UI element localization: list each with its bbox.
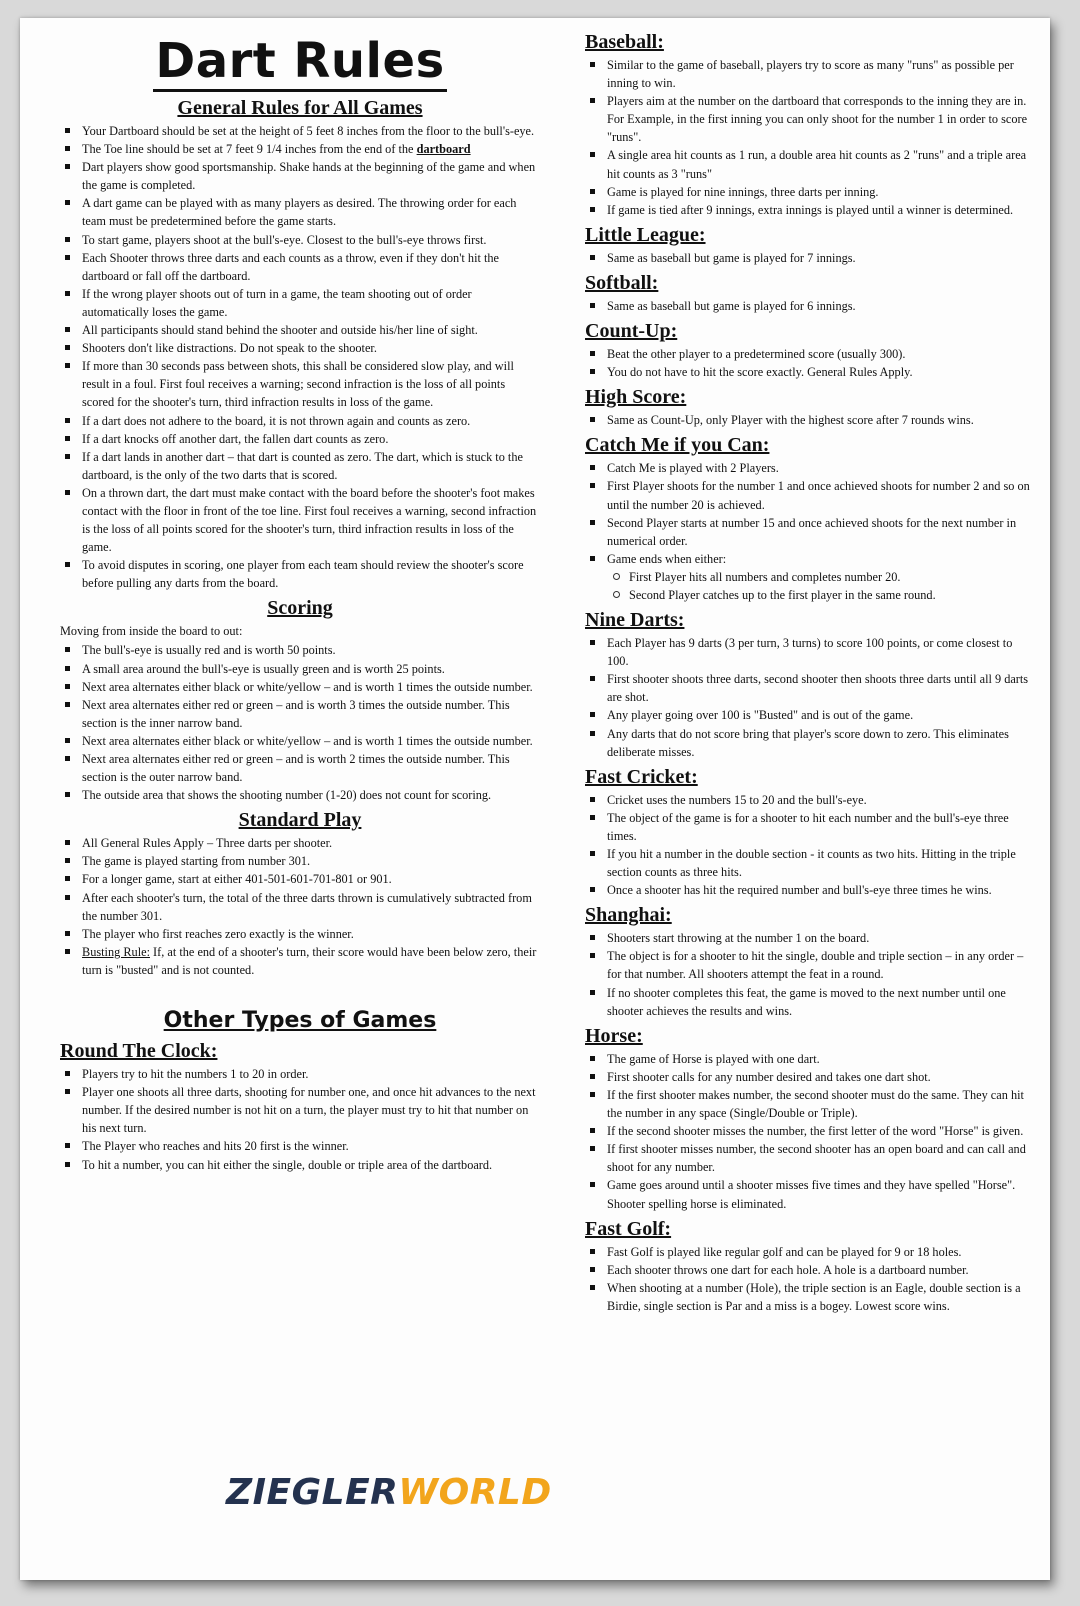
game-rule-item: Same as baseball but game is played for 7 innings. — [607, 249, 1035, 267]
game-section — [585, 223, 1035, 267]
busting-rule-text: If, at the end of a shooter's turn, their score would have been below zero, their turn is "busted" and is not counted. — [82, 944, 537, 977]
general-rule-item: To start game, players shoot at the bull's-eye. Closest to the bull's-eye throws first. — [82, 231, 540, 249]
game-heading: Count-Up: — [585, 320, 678, 343]
game-rule-item: The game of Horse is played with one dart. — [607, 1050, 1035, 1068]
game-rule-item: If game is tied after 9 innings, extra innings is played until a winner is determined. — [607, 201, 1035, 219]
game-rules-list — [585, 249, 1035, 267]
general-rule-item: Your Dartboard should be set at the height of 5 feet 8 inches from the floor to the bull's-eye. — [82, 122, 540, 140]
game-rule-item: Beat the other player to a predetermined score (usually 300). — [607, 345, 1035, 363]
general-rule-item: A dart game can be played with as many players as desired. The throwing order for each team must be predetermined before the game starts. — [82, 194, 540, 230]
game-rules-list — [585, 459, 1035, 604]
general-rule-item: If the wrong player shoots out of turn in a game, the team shooting out of order automatically loses the game. — [82, 285, 540, 321]
game-rule-item: Any darts that do not score bring that player's score down to zero. This eliminates deliberate misses. — [607, 725, 1035, 761]
game-heading: Baseball: — [585, 31, 664, 53]
game-section — [585, 271, 1035, 315]
game-rule-item: If the first shooter makes number, the second shooter must do the same. They can hit the number in any space (Single/Double or Triple). — [607, 1086, 1035, 1122]
game-rule-item: Once a shooter has hit the required number and bull's-eye three times he wins. — [607, 881, 1035, 899]
rules-sheet — [20, 18, 1050, 1580]
standard-play-list — [60, 834, 540, 979]
game-rule-item: Any player going over 100 is "Busted" and is out of the game. — [607, 706, 1035, 724]
round-the-clock-item: Players try to hit the numbers 1 to 20 in order. — [82, 1065, 540, 1083]
game-rule-item: Game goes around until a shooter misses five times and they have spelled "Horse". Shooter spelling horse is eliminated. — [607, 1176, 1035, 1212]
game-rule-item: Each shooter throws one dart for each hole. A hole is a dartboard number. — [607, 1261, 1035, 1279]
general-rule-text: The Toe line should be set at 7 feet 9 1/4 inches from the end of the — [82, 142, 414, 157]
zieglerworld-logo: ZIEGLERWORLD — [226, 1472, 552, 1513]
game-rules-list — [585, 1243, 1035, 1315]
game-rule-item: The object is for a shooter to hit the single, double and triple section – in any order – for that number. All shooters attempt the feat in a round. — [607, 947, 1035, 983]
scoring-item: Next area alternates either black or white/yellow – and is worth 1 times the outside number. — [82, 732, 540, 750]
game-rule-item: Fast Golf is played like regular golf and can be played for 9 or 18 holes. — [607, 1243, 1035, 1261]
scoring-heading: Scoring — [267, 597, 333, 620]
game-rule-item: If the second shooter misses the number, the first letter of the word "Horse" is given. — [607, 1122, 1035, 1140]
game-section — [585, 319, 1035, 381]
round-the-clock-heading: Round The Clock: — [60, 1040, 218, 1063]
game-rule-item: Shooters start throwing at the number 1 on the board. — [607, 929, 1035, 947]
game-rule-item: Game is played for nine innings, three darts per inning. — [607, 183, 1035, 201]
round-the-clock-item: Player one shoots all three darts, shooting for number one, and once hit advances to the next number. If the desired number is not hit on a turn, the player must try to hit that number on his next turn. — [82, 1083, 540, 1137]
round-the-clock-item: To hit a number, you can hit either the single, double or triple area of the dartboard. — [82, 1156, 540, 1174]
game-section — [585, 765, 1035, 900]
standard-play-heading: Standard Play — [238, 809, 362, 832]
game-rule-item: Cricket uses the numbers 15 to 20 and the bull's-eye. — [607, 791, 1035, 809]
scoring-item: The bull's-eye is usually red and is worth 50 points. — [82, 641, 540, 659]
scoring-intro: Moving from inside the board to out: — [60, 624, 243, 639]
game-section — [585, 433, 1035, 604]
game-section — [585, 30, 1035, 219]
game-rule-item: Game ends when either: — [607, 550, 1035, 568]
scoring-item: Next area alternates either red or green – and is worth 2 times the outside number. This section is the outer narrow band. — [82, 750, 540, 786]
game-heading: Fast Golf: — [585, 1217, 672, 1240]
game-rule-item: If you hit a number in the double section - it counts as two hits. Hitting in the triple section counts as three hits. — [607, 845, 1035, 881]
game-rules-list — [585, 411, 1035, 429]
round-the-clock-list — [60, 1065, 540, 1174]
game-sub-list — [607, 568, 1035, 604]
page-title: Dart Rules — [60, 32, 540, 90]
game-heading: Nine Darts: — [585, 609, 685, 632]
standard-play-item: After each shooter's turn, the total of the three darts thrown is cumulatively subtracted from the number 301. — [82, 889, 540, 925]
game-section — [585, 1024, 1035, 1213]
general-rule-item: All participants should stand behind the shooter and outside his/her line of sight. — [82, 321, 540, 339]
game-rule-item: Each Player has 9 darts (3 per turn, 3 turns) to score 100 points, or come closest to 100. — [607, 634, 1035, 670]
general-rule-item: Shooters don't like distractions. Do not speak to the shooter. — [82, 339, 540, 357]
game-rules-list — [585, 634, 1035, 761]
game-rule-item: If no shooter completes this feat, the game is moved to the next number until one shooter achieves the results and wins. — [607, 984, 1035, 1020]
busting-rule-item — [82, 943, 540, 979]
general-rule-item: If a dart lands in another dart – that dart is counted as zero. The dart, which is stuck to the dartboard, is the only of the two darts that is scored. — [82, 448, 540, 484]
game-rule-item: Same as Count-Up, only Player with the highest score after 7 rounds wins. — [607, 411, 1035, 429]
left-column — [60, 26, 540, 1174]
general-rule-item: If a dart does not adhere to the board, it is not thrown again and counts as zero. — [82, 412, 540, 430]
general-rule-item: If more than 30 seconds pass between shots, this shall be considered slow play, and will result in a foul. First foul receives a warning; second infraction is the loss of all points scored for the shooter's turn, third infraction results in loss of the game. — [82, 357, 540, 411]
game-rule-item: A single area hit counts as 1 run, a double area hit counts as 2 "runs" and a triple area hit counts as 3 "runs" — [607, 146, 1035, 182]
game-rule-item: When shooting at a number (Hole), the triple section is an Eagle, double section is a Birdie, single section is Par and a miss is a bogey. Lowest score wins. — [607, 1279, 1035, 1315]
scoring-item: Next area alternates either black or white/yellow – and is worth 1 times the outside number. — [82, 678, 540, 696]
game-rule-item: If first shooter misses number, the second shooter has an open board and can call and shoot for any number. — [607, 1140, 1035, 1176]
game-heading: Shanghai: — [585, 904, 672, 927]
game-rule-item: Similar to the game of baseball, players try to score as many "runs" as possible per inning to win. — [607, 56, 1035, 92]
general-rule-item: Each Shooter throws three darts and each counts as a throw, even if they don't hit the dartboard or fall off the dartboard. — [82, 249, 540, 285]
dartboard-link-text: dartboard — [416, 142, 471, 157]
general-rule-item: On a thrown dart, the dart must make contact with the board before the shooter's foot makes contact with the floor in front of the toe line. First foul receives a warning, second infraction is the loss of all points scored for the shooter's turn, third infraction results in loss of the game. — [82, 484, 540, 556]
general-rule-item: If a dart knocks off another dart, the fallen dart counts as zero. — [82, 430, 540, 448]
general-rule-item: Dart players show good sportsmanship. Shake hands at the beginning of the game and when the game is completed. — [82, 158, 540, 194]
game-rules-list — [585, 56, 1035, 219]
standard-play-item: The player who first reaches zero exactly is the winner. — [82, 925, 540, 943]
game-sub-item: Second Player catches up to the first player in the same round. — [629, 586, 1035, 604]
game-section — [585, 1217, 1035, 1315]
general-rule-item: To avoid disputes in scoring, one player from each team should review the shooter's score before pulling any darts from the board. — [82, 556, 540, 592]
game-rule-item: The object of the game is for a shooter to hit each number and the bull's-eye three times. — [607, 809, 1035, 845]
game-sub-item: First Player hits all numbers and completes number 20. — [629, 568, 1035, 586]
game-heading: Horse: — [585, 1024, 643, 1047]
game-rules-list — [585, 929, 1035, 1019]
scoring-item: Next area alternates either red or green – and is worth 3 times the outside number. This section is the inner narrow band. — [82, 696, 540, 732]
general-rule-item — [82, 140, 540, 158]
game-rule-item: Second Player starts at number 15 and once achieved shoots for the next number in numerical order. — [607, 514, 1035, 550]
game-section — [585, 608, 1035, 761]
game-rule-item: First shooter shoots three darts, second shooter then shoots three darts until all 9 darts are shot. — [607, 670, 1035, 706]
game-rules-list — [585, 791, 1035, 900]
right-column — [585, 26, 1035, 1319]
round-the-clock-item: The Player who reaches and hits 20 first is the winner. — [82, 1137, 540, 1155]
busting-rule-label: Busting Rule: — [82, 944, 150, 959]
general-rules-list — [60, 122, 540, 592]
standard-play-item: The game is played starting from number 301. — [82, 852, 540, 870]
game-section — [585, 385, 1035, 429]
game-rules-list — [585, 297, 1035, 315]
scoring-item: A small area around the bull's-eye is usually green and is worth 25 points. — [82, 660, 540, 678]
game-heading: High Score: — [585, 386, 687, 409]
game-rule-item: Players aim at the number on the dartboard that corresponds to the inning they are in. For Example, in the first inning you can only shoot for the number 1 in order to score "runs". — [607, 92, 1035, 146]
game-rules-list — [585, 1050, 1035, 1213]
game-heading: Catch Me if you Can: — [585, 434, 770, 457]
standard-play-item: All General Rules Apply – Three darts per shooter. — [82, 834, 540, 852]
standard-play-item: For a longer game, start at either 401-501-601-701-801 or 901. — [82, 870, 540, 888]
scoring-list — [60, 641, 540, 804]
game-rule-item: First Player shoots for the number 1 and once achieved shoots for number 2 and so on until the number 20 is achieved. — [607, 477, 1035, 513]
scoring-item: The outside area that shows the shooting number (1-20) does not count for scoring. — [82, 786, 540, 804]
game-rule-item: Catch Me is played with 2 Players. — [607, 459, 1035, 477]
general-rules-heading: General Rules for All Games — [177, 97, 423, 119]
other-games-heading: Other Types of Games — [163, 1008, 437, 1034]
game-rule-item: First shooter calls for any number desired and takes one dart shot. — [607, 1068, 1035, 1086]
game-rule-item: You do not have to hit the score exactly. General Rules Apply. — [607, 363, 1035, 381]
game-heading: Fast Cricket: — [585, 765, 698, 788]
game-heading: Softball: — [585, 271, 659, 294]
game-heading: Little League: — [585, 223, 706, 246]
game-section — [585, 903, 1035, 1019]
game-rules-list — [585, 345, 1035, 381]
game-rule-item: Same as baseball but game is played for 6 innings. — [607, 297, 1035, 315]
